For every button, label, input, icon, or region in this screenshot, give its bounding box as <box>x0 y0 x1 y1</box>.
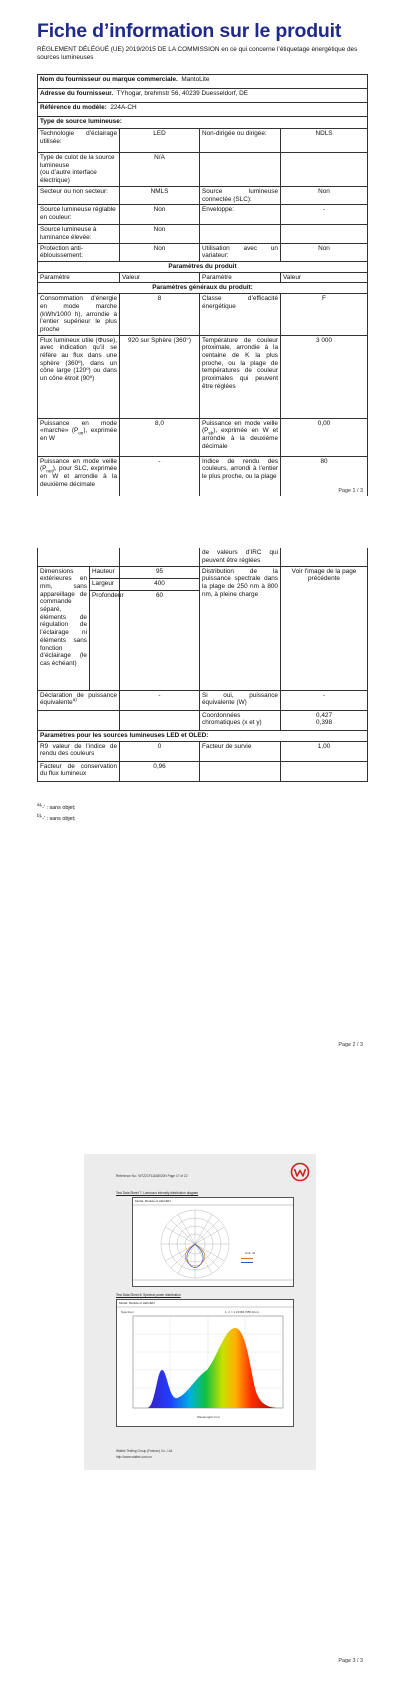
footnote: $^{a)}$'-' : sans objet; <box>37 802 76 811</box>
model-label: Model: Module of LED-B/H <box>135 1199 171 1203</box>
source-value: - <box>281 205 368 225</box>
document-title: Fiche d’information sur le produit <box>37 20 342 42</box>
dimension-value: 95 <box>120 566 200 578</box>
source-type-heading: Type de source lumineuse: <box>38 117 368 129</box>
dimensions-label: Dimensions extérieures en mm, sans appareillage de commande séparé, éléments de régulation de l’éclairage ni éléments sans fonction d’éclairage (le cas échéant) <box>38 566 90 690</box>
empty-cell <box>38 710 120 730</box>
address-row <box>38 89 368 103</box>
led-param-label: Facteur de conservation du flux lumineux <box>38 761 120 781</box>
param-header: Paramètre <box>38 272 120 283</box>
dimension-name: Hauteur <box>90 566 120 578</box>
footnotes <box>37 803 76 825</box>
source-label: Utilisation avec un variateur: <box>200 243 281 261</box>
page-number: Page 2 / 3 <box>338 1042 363 1048</box>
equivalent-power-value: - <box>281 690 368 710</box>
report-footer-url: http://www.waltek.com.cn <box>116 1455 152 1459</box>
param-label: Consommation d’énergie en mode marche (kWh/1000 h), arrondie à l’entier supérieur le plus proche <box>38 294 120 336</box>
test-report-image <box>84 1154 316 1470</box>
footnote: $^{b)}$'-' : sans objet; <box>37 813 76 822</box>
param-value: 920 sur Sphère (360°) <box>120 335 200 418</box>
report-header: Reference No.: WTZ21F11168020N Page 17 of 22 <box>116 1174 188 1178</box>
cri-continuation: de valeurs d’IRC qui peuvent être réglées <box>200 548 281 566</box>
param-value: 3 000 <box>281 335 368 418</box>
supplier-row <box>38 75 368 89</box>
empty-cell <box>120 710 200 730</box>
empty-cell <box>200 153 281 187</box>
source-value: Non <box>120 205 200 225</box>
empty-cell <box>281 153 368 187</box>
source-label: Protection anti-éblouissement: <box>38 243 120 261</box>
dimension-name: Largeur <box>90 578 120 590</box>
spectrum-x-label: Wavelength (nm) <box>197 1415 220 1419</box>
led-param-label: Facteur de survie <box>200 741 281 761</box>
dimension-value: 60 <box>120 590 200 690</box>
source-label: Secteur ou non secteur: <box>38 186 120 204</box>
sheet7-title: Test Data Sheet 7: Luminous intensity distribution diagram <box>116 1191 199 1195</box>
dimension-name: Profondeur <box>90 590 120 690</box>
led-heading: Paramètres pour les sources lumineuses LED et OLED: <box>38 730 368 741</box>
source-label: Source lumineuse connectée (SLC): <box>200 186 281 204</box>
value-header: Valeur <box>281 272 368 283</box>
address-value: TYhogar, brehmstr 56, 40239 Duesseldorf, DE <box>116 90 249 97</box>
param-value: 0,00 <box>281 418 368 456</box>
source-label: Source lumineuse à luminance élevée: <box>38 225 120 243</box>
param-value: - <box>120 456 200 496</box>
spectral-label: Distribution de la puissance spectrale dans la plage de 250 nm à 800 nm, à pleine charge <box>200 566 281 690</box>
dimension-value: 400 <box>120 578 200 590</box>
power-sb-label: Puissance en mode veille $(P_{sb})$, exprimée en W et arrondie à la deuxième décimale <box>200 418 281 456</box>
chromaticity-label: Coordonnées chromatiques (x et y) <box>200 710 281 730</box>
page-number: Page 3 / 3 <box>338 1658 363 1664</box>
model-label: Model: Module of LED-B/H <box>119 1301 155 1305</box>
page-2 <box>0 548 400 1096</box>
param-label: Indice de rendu des couleurs, arrondi à l’entier le plus proche, ou la plage <box>200 456 281 496</box>
empty-cell <box>200 761 281 781</box>
source-label: Non-dirigée ou dirigée: <box>200 129 281 153</box>
param-header: Paramètre <box>200 272 281 283</box>
led-param-value: 1,00 <box>281 741 368 761</box>
param-label: Classe d’efficacité énergétique <box>200 294 281 336</box>
empty-cell <box>281 225 368 243</box>
param-value: F <box>281 294 368 336</box>
param-value: 80 <box>281 456 368 496</box>
source-value: NMLS <box>120 186 200 204</box>
source-label: Type de culot de la source lumineuse (ou d’autre interface électrique) <box>38 153 120 187</box>
param-label: Flux lumineux utile (Φuse), avec indication qu’il se réfère au flux dans une sphère (360º), dans un cône large (120º) ou dans un cône étroit (90º) <box>38 335 120 418</box>
source-value: Non <box>281 243 368 261</box>
polar-diagram <box>133 1198 293 1286</box>
chromaticity-value: 0,427 0,398 <box>281 710 368 730</box>
address-label: Adresse du fournisseur. <box>40 90 114 97</box>
spectrum-legend: 1, 2 = 1.31384 (555.0nm) <box>225 1310 259 1314</box>
equivalent-power-label: Si oui, puissance équivalente (W) <box>200 690 281 710</box>
source-value: N/A <box>120 153 200 187</box>
param-value: 8 <box>120 294 200 336</box>
source-label: Source lumineuse réglable en couleur: <box>38 205 120 225</box>
polar-unit-caption: Unit: cd <box>245 1251 256 1255</box>
spectral-value: Voir l’image de la page précédente <box>281 566 368 690</box>
page-1 <box>0 0 400 548</box>
sheet8-title: Test Data Sheet 8: Spectral power distribution <box>116 1293 181 1297</box>
led-param-label: R9 valeur de l’indice de rendu des couleurs <box>38 741 120 761</box>
source-value: NDLS <box>281 129 368 153</box>
source-value: LED <box>120 129 200 153</box>
supplier-label: Nom du fournisseur ou marque commerciale. <box>40 76 178 83</box>
param-value: 8,0 <box>120 418 200 456</box>
empty-cell <box>38 548 120 566</box>
spectrum-y-label: Spectrum <box>121 1310 134 1314</box>
value-header: Valeur <box>120 272 200 283</box>
power-net-label: Puissance en mode veille $(P_{net})$, pour SLC, exprimée en W et arrondie à la deuxième décimale <box>38 456 120 496</box>
param-label: Température de couleur proximale, arrondie à la centaine de K la plus proche, ou la plage de températures de couleur proximales qui peuvent être réglées <box>200 335 281 418</box>
spectrum-chart <box>117 1300 293 1426</box>
source-value: Non <box>281 186 368 204</box>
empty-cell <box>200 225 281 243</box>
general-heading: Paramètres généraux du produit: <box>38 283 368 294</box>
regulation-text: RÈGLEMENT DÉLÉGUÉ (UE) 2019/2015 DE LA COMMISSION en ce qui concerne l’étiquetage énergétique des sources lumineuses <box>37 46 358 62</box>
source-label: Technologie d’éclairage utilisée: <box>38 129 120 153</box>
empty-cell <box>281 761 368 781</box>
source-value: Non <box>120 243 200 261</box>
empty-cell <box>120 548 200 566</box>
power-decl-value: - <box>120 690 200 710</box>
empty-cell <box>281 548 368 566</box>
page-3 <box>0 1096 400 1698</box>
model-label: Référence du modèle: <box>40 104 107 111</box>
polar-diagram-box <box>132 1197 294 1287</box>
model-value: 224A-CH <box>110 104 137 111</box>
power-decl-label: Déclaration de puissance équivalente$^{a)}$ <box>38 690 120 710</box>
params-heading: Paramètres du produit <box>38 262 368 273</box>
source-value: Non <box>120 225 200 243</box>
model-row <box>38 103 368 117</box>
product-info-table <box>37 74 368 496</box>
source-label: Enveloppe: <box>200 205 281 225</box>
report-footer-company: Waltek Testing Group (Foshan) Co., Ltd. <box>116 1449 173 1453</box>
led-param-value: 0,96 <box>120 761 200 781</box>
supplier-value: MantoLite <box>181 76 210 83</box>
spectrum-box <box>116 1299 294 1427</box>
waltek-logo-icon <box>290 1162 310 1182</box>
product-info-table-continued <box>37 548 368 782</box>
power-on-label: Puissance en mode «marche» $(P_{on})$, exprimée en W <box>38 418 120 456</box>
page-number: Page 1 / 3 <box>338 488 363 494</box>
led-param-value: 0 <box>120 741 200 761</box>
